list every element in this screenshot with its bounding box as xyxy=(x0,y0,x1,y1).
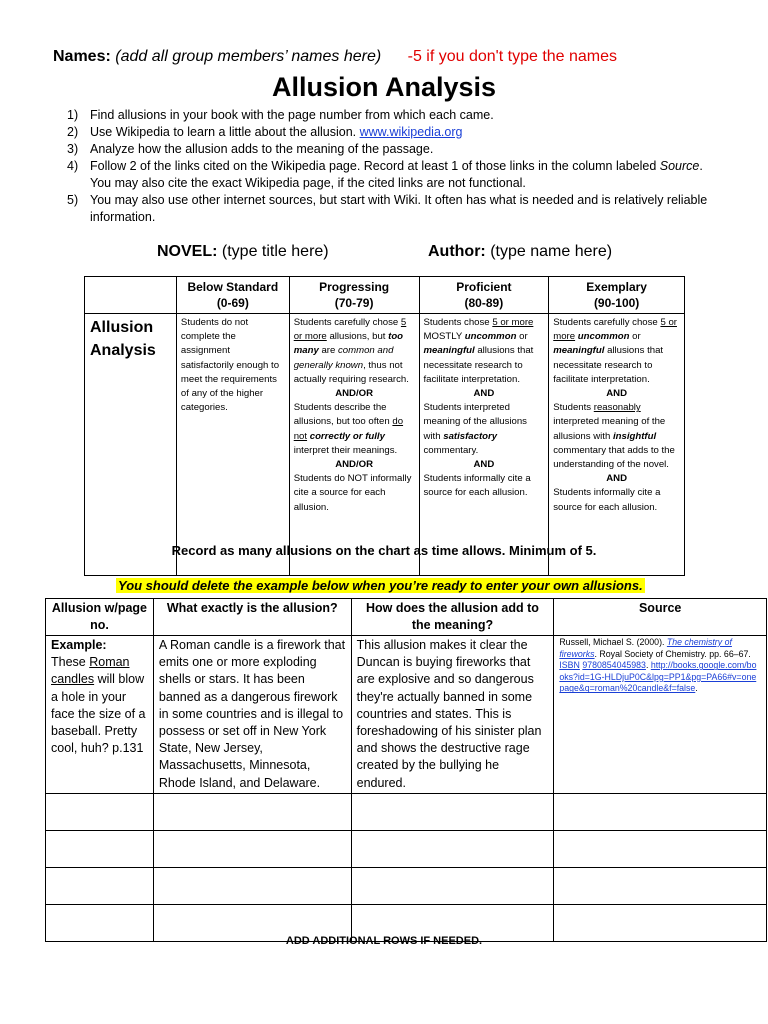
instruction-item xyxy=(67,107,727,124)
names-line xyxy=(53,48,617,66)
example-what-cell[interactable]: A Roman candle is a firework that emits one or more exploding shells or stars. It has been banned as a dangerous firework in some countries and is illegal to possess or set off in New York State, New Jersey, Massachusetts, Minnesota, Rhode Island, and Delaware. xyxy=(153,636,351,794)
rubric-proficient-cell: Students chose 5 or more MOSTLY uncommon or meaningful allusions that necessitate research to facilitate interpretation. AND Students interpreted meaning of the allusions with satisfactory commentary. AND Students informally cite a source for each allusion. xyxy=(419,314,549,576)
empty-cell[interactable] xyxy=(554,793,767,830)
rubric-below-standard-cell: Students do not complete the assignment satisfactorily enough to meet the requirements of any of the higher categories. xyxy=(176,314,289,576)
empty-cell[interactable] xyxy=(153,793,351,830)
empty-cell[interactable] xyxy=(153,830,351,867)
example-meaning-cell[interactable]: This allusion makes it clear the Duncan is buying fireworks that are explosive and so dangerous they're actually banned in some countries and states. This is foreshadowing of his sinister plan and shows the destructive rage created by the bullying he endured. xyxy=(351,636,554,794)
source-title-link[interactable]: The chemistry of fireworks xyxy=(559,637,732,659)
rubric-corner-cell xyxy=(85,277,177,314)
wikipedia-link[interactable]: www.wikipedia.org xyxy=(359,125,463,139)
example-source-cell[interactable]: Russell, Michael S. (2000). The chemistry of fireworks. Royal Society of Chemistry. pp. 66–67. ISBN 9780854045983. http://books.google.com/books?id=1G-HLDjuP0C&lpg=PP1&pg=PA66#v=onepage&q=roman%20candle&f=false. xyxy=(554,636,767,794)
names-instruction[interactable]: (add all group members’ names here) xyxy=(115,48,382,65)
instruction-number: 5) xyxy=(67,193,79,207)
rubric-row xyxy=(85,314,685,576)
empty-cell[interactable] xyxy=(46,867,154,904)
author-line xyxy=(428,243,612,261)
header-allusion: Allusion w/page no. xyxy=(46,599,154,636)
rubric-header-below-standard: Below Standard (0-69) xyxy=(176,277,289,314)
record-instruction: Record as many allusions on the chart as time allows. Minimum of 5. xyxy=(171,543,597,558)
instruction-text: Follow 2 of the links cited on the Wikipedia page. Record at least 1 of those links in the column labeled xyxy=(90,159,660,173)
example-row xyxy=(46,636,767,794)
novel-label: NOVEL: xyxy=(157,243,218,260)
empty-cell[interactable] xyxy=(351,867,554,904)
header-meaning: How does the allusion add to the meaning? xyxy=(351,599,554,636)
instruction-text: You may also use other internet sources, but start with Wiki. It often has what is needed and is relatively reliable information. xyxy=(90,193,708,224)
example-allusion-cell[interactable]: Example: These Roman candles will blow a hole in your face the size of a baseball. Pretty cool, huh? p.131 xyxy=(46,636,154,794)
page-title: Allusion Analysis xyxy=(271,72,497,102)
empty-cell[interactable] xyxy=(153,867,351,904)
empty-cell[interactable] xyxy=(554,830,767,867)
rubric-header-progressing: Progressing (70-79) xyxy=(289,277,419,314)
allusion-header-row xyxy=(46,599,767,636)
isbn-link[interactable]: ISBN xyxy=(559,660,580,671)
novel-title-field[interactable]: (type title here) xyxy=(221,243,329,260)
isbn-number-link[interactable]: 9780854045983 xyxy=(582,660,646,671)
rubric-exemplary-cell: Students carefully chose 5 or more uncommon or meaningful allusions that necessitate research to facilitate interpretation. AND Students reasonably interpreted meaning of the allusions with insightful commentary that adds to the understanding of the novel. AND Students informally cite a source for each allusion. xyxy=(549,314,685,576)
instruction-number: 2) xyxy=(67,125,79,139)
instruction-number: 4) xyxy=(67,159,79,173)
instructions-list xyxy=(67,107,727,226)
instruction-text: Find allusions in your book with the page number from which each came. xyxy=(90,108,494,122)
author-name-field[interactable]: (type name here) xyxy=(490,243,613,260)
delete-example-note: You should delete the example below when you’re ready to enter your own allusions. xyxy=(118,578,643,593)
author-label: Author: xyxy=(428,243,486,260)
google-books-link[interactable]: http://books.google.com/books?id=1G-HLDjuP0C&lpg=PP1&pg=PA66#v=onepage&q=roman%20candle&f=false xyxy=(559,660,757,694)
empty-cell[interactable] xyxy=(46,793,154,830)
empty-cell[interactable] xyxy=(46,830,154,867)
empty-cell[interactable] xyxy=(554,867,767,904)
rubric-progressing-cell: Students carefully chose 5 or more allusions, but too many are common and generally known, thus not actually requiring research. AND/OR Students describe the allusions, but too often do not correctly or fully interpret their meanings. AND/OR Students do NOT informally cite a source for each allusion. xyxy=(289,314,419,576)
rubric-header-exemplary: Exemplary (90-100) xyxy=(549,277,685,314)
example-label: Example: xyxy=(51,638,107,652)
penalty-note: -5 if you don't type the names xyxy=(407,48,618,65)
allusion-table xyxy=(45,598,767,942)
header-what-exactly: What exactly is the allusion? xyxy=(153,599,351,636)
rubric-table xyxy=(84,276,685,576)
names-label: Names: xyxy=(53,48,111,65)
rubric-row-label: Allusion Analysis xyxy=(85,314,177,576)
instruction-number: 1) xyxy=(67,108,79,122)
empty-cell[interactable] xyxy=(351,830,554,867)
table-row xyxy=(46,830,767,867)
rubric-header-proficient: Proficient (80-89) xyxy=(419,277,549,314)
table-row xyxy=(46,867,767,904)
novel-line xyxy=(157,243,329,261)
instruction-number: 3) xyxy=(67,142,79,156)
instruction-item xyxy=(67,192,727,226)
instruction-item xyxy=(67,158,727,192)
add-rows-note: ADD ADDITIONAL ROWS IF NEEDED. xyxy=(285,935,483,947)
instruction-italic: Source xyxy=(659,159,700,173)
instruction-text: . You may also cite the exact Wikipedia page, if the cited links are not functional. xyxy=(90,159,703,190)
instruction-text: Use Wikipedia to learn a little about the allusion. xyxy=(90,125,357,139)
instruction-text: Analyze how the allusion adds to the meaning of the passage. xyxy=(90,142,434,156)
rubric-header-row xyxy=(85,277,685,314)
empty-cell[interactable] xyxy=(351,793,554,830)
instruction-item xyxy=(67,141,727,158)
table-row xyxy=(46,793,767,830)
header-source: Source xyxy=(554,599,767,636)
instruction-item xyxy=(67,124,727,141)
